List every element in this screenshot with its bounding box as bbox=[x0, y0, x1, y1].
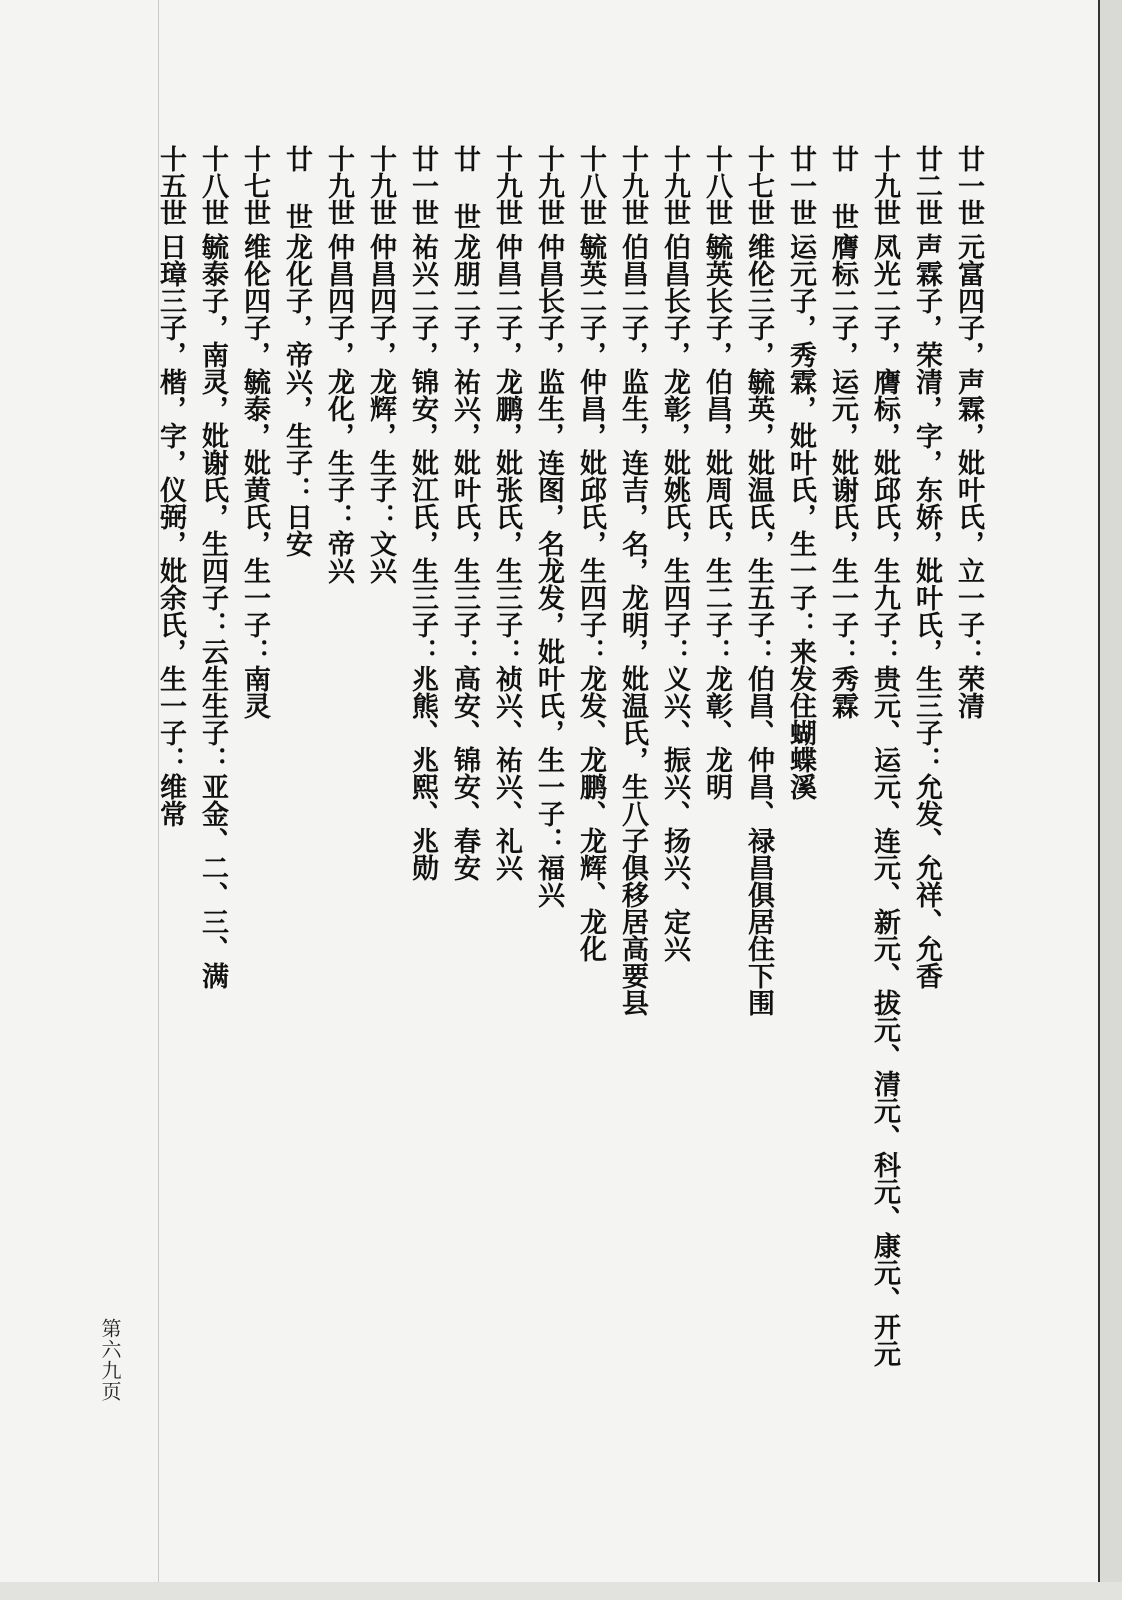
entry-text: 毓英二子，仲昌，妣邱氏，生四子：龙发、龙鹏、龙辉、龙化 bbox=[575, 233, 606, 962]
genealogy-entry bbox=[528, 145, 568, 908]
entry-text: 仲昌四子，龙辉，生子：文兴 bbox=[365, 233, 396, 584]
entry-text: 伯昌二子，监生，连吉，名，龙明，妣温氏，生八子俱移居高要县 bbox=[617, 233, 648, 1016]
generation-label: 十八世 bbox=[701, 145, 732, 226]
entry-text: 膺标二子，运元，妣谢氏，生一子：秀霖 bbox=[827, 233, 858, 719]
page-bottom-edge bbox=[0, 1582, 1122, 1600]
generation-label: 廿 世 bbox=[827, 145, 858, 230]
genealogy-entry bbox=[948, 145, 988, 719]
genealogy-entry bbox=[822, 145, 862, 719]
genealogy-entry bbox=[486, 145, 526, 881]
generation-label: 十八世 bbox=[575, 145, 606, 226]
entry-text: 仲昌四子，龙化，生子：帝兴 bbox=[323, 233, 354, 584]
generation-label: 十九世 bbox=[533, 145, 564, 226]
genealogy-entry bbox=[570, 145, 610, 962]
genealogy-entry bbox=[276, 145, 316, 557]
binding-shadow bbox=[1100, 0, 1122, 1600]
generation-label: 十八世 bbox=[197, 145, 228, 226]
genealogy-entry bbox=[696, 145, 736, 800]
genealogy-entry bbox=[402, 145, 442, 881]
entry-text: 维伦四子，毓泰，妣黄氏，生一子：南灵 bbox=[239, 233, 270, 719]
genealogy-entry bbox=[906, 145, 946, 989]
genealogy-entry bbox=[318, 145, 358, 584]
generation-label: 十五世 bbox=[155, 145, 186, 226]
genealogy-entry bbox=[234, 145, 274, 719]
genealogy-entry bbox=[444, 145, 484, 881]
entry-text: 声霖子，荣清，字，东娇，妣叶氏，生三子：允发、允祥、允香 bbox=[911, 233, 942, 989]
generation-label: 十九世 bbox=[491, 145, 522, 226]
entry-text: 维伦三子，毓英，妣温氏，生五子：伯昌、仲昌、禄昌俱居住下围 bbox=[743, 233, 774, 1016]
entry-text: 仲昌长子，监生，连图，名龙发，妣叶氏，生一子：福兴 bbox=[533, 233, 564, 908]
genealogy-entry bbox=[780, 145, 820, 800]
genealogy-entry bbox=[738, 145, 778, 1016]
generation-label: 廿 世 bbox=[281, 145, 312, 230]
entry-text: 日璋三子，楷，字，仪弼，妣余氏，生一子：维常 bbox=[155, 233, 186, 827]
entry-text: 龙化子，帝兴，生子：日安 bbox=[281, 233, 312, 557]
genealogy-entry bbox=[192, 145, 232, 989]
entry-text: 仲昌二子，龙鹏，妣张氏，生三子：祯兴、祐兴、礼兴 bbox=[491, 233, 522, 881]
generation-label: 廿一世 bbox=[407, 145, 438, 226]
generation-label: 十九世 bbox=[323, 145, 354, 226]
generation-label: 廿二世 bbox=[911, 145, 942, 226]
entry-text: 元富四子，声霖，妣叶氏，立一子：荣清 bbox=[953, 233, 984, 719]
entry-text: 伯昌长子，龙彰，妣姚氏，生四子：义兴、振兴、扬兴、定兴 bbox=[659, 233, 690, 962]
entry-text: 毓英长子，伯昌，妣周氏，生二子：龙彰、龙明 bbox=[701, 233, 732, 800]
generation-label: 廿一世 bbox=[953, 145, 984, 226]
generation-label: 廿 世 bbox=[449, 145, 480, 230]
genealogy-entry bbox=[654, 145, 694, 962]
generation-label: 十七世 bbox=[743, 145, 774, 226]
generation-label: 十九世 bbox=[617, 145, 648, 226]
generation-label: 廿一世 bbox=[785, 145, 816, 226]
page-number: 第六九页 bbox=[98, 1318, 122, 1402]
genealogy-entry bbox=[612, 145, 652, 1016]
generation-label: 十九世 bbox=[659, 145, 690, 226]
generation-label: 十九世 bbox=[365, 145, 396, 226]
entry-text: 凤光二子，膺标，妣邱氏，生九子：贵元、运元、连元、新元、拔元、清元、科元、康元、开元 bbox=[869, 233, 900, 1367]
entry-text: 运元子，秀霖，妣叶氏，生一子：来发住蝴蝶溪 bbox=[785, 233, 816, 800]
genealogy-entry bbox=[864, 145, 904, 1367]
entry-text: 毓泰子，南灵，妣谢氏，生四子：云生生子：亚金、二、三、满 bbox=[197, 233, 228, 989]
entry-text: 祐兴二子，锦安，妣江氏，生三子：兆熊、兆熙、兆勋 bbox=[407, 233, 438, 881]
generation-label: 十七世 bbox=[239, 145, 270, 226]
entry-text: 龙朋二子，祐兴，妣叶氏，生三子：高安、锦安、春安 bbox=[449, 233, 480, 881]
genealogy-entry bbox=[150, 145, 190, 827]
genealogy-entry bbox=[360, 145, 400, 584]
generation-label: 十九世 bbox=[869, 145, 900, 226]
